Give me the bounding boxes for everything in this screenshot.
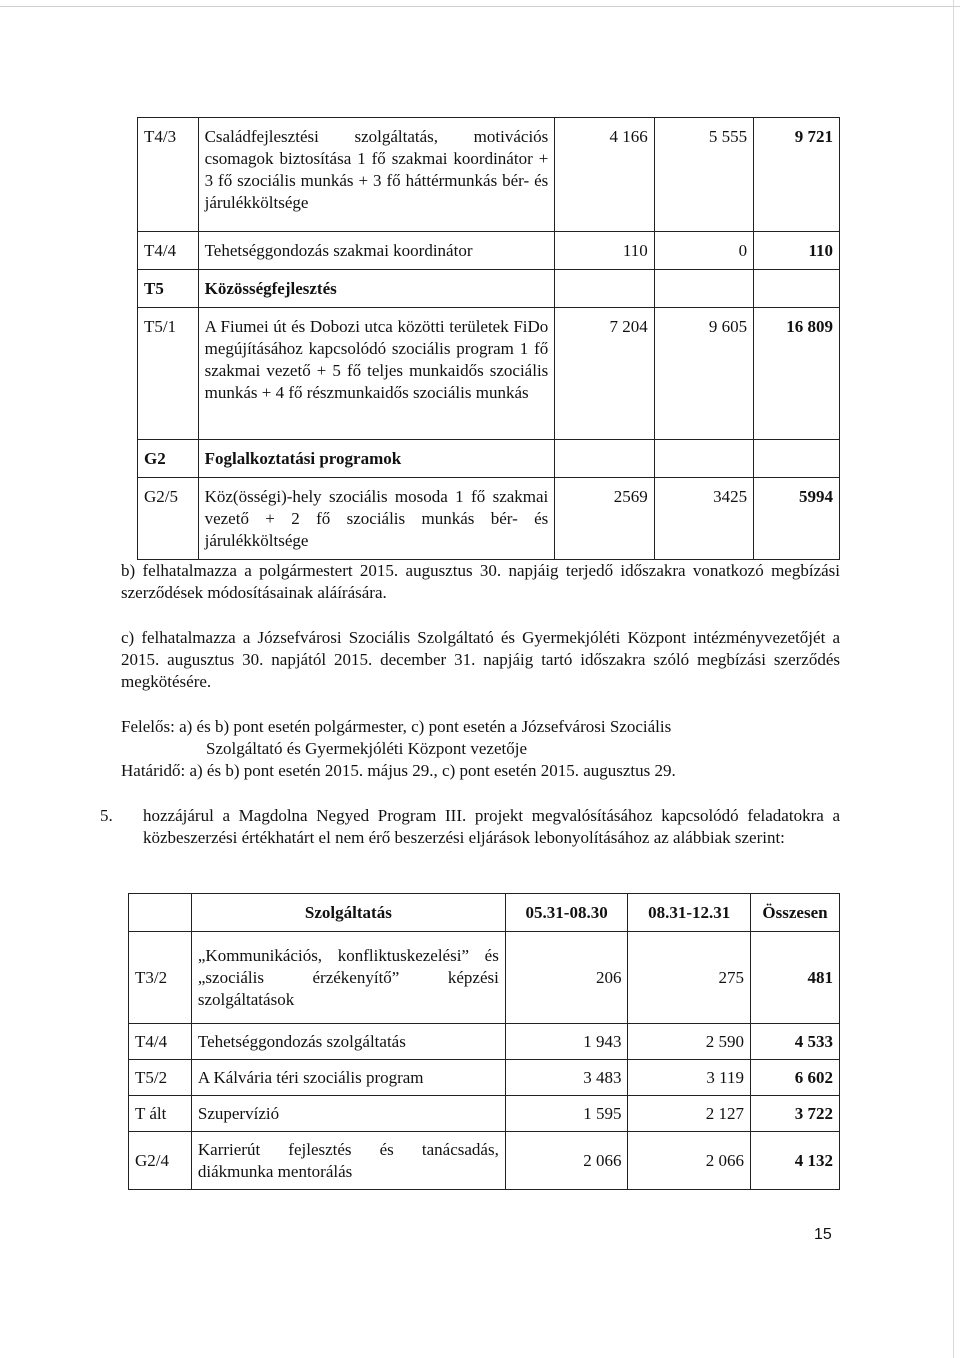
row-value-2: 0	[654, 232, 753, 270]
row-value-1	[555, 440, 654, 478]
row-value-2: 2 127	[628, 1096, 751, 1132]
table-row	[129, 932, 840, 1024]
row-value-1	[555, 270, 654, 308]
row-value-2: 9 605	[654, 308, 753, 440]
header-period-2: 08.31-12.31	[628, 894, 751, 932]
page-number: 15	[814, 1226, 832, 1243]
row-value-1: 1 595	[505, 1096, 628, 1132]
row-code: T ált	[129, 1096, 192, 1132]
row-code: T5	[138, 270, 199, 308]
paragraph-b: b) felhatalmazza a polgármestert 2015. augusztus 30. napjáig terjedő időszakra vonatkozó megbízási szerződések módosításainak aláírására.	[121, 561, 840, 602]
responsible-block	[121, 716, 840, 782]
row-value-2	[654, 440, 753, 478]
row-value-1: 110	[555, 232, 654, 270]
row-value-1: 3 483	[505, 1060, 628, 1096]
row-value-2: 3 119	[628, 1060, 751, 1096]
item-5-number: 5.	[100, 806, 113, 825]
table-row	[138, 440, 840, 478]
row-value-1: 2 066	[505, 1132, 628, 1190]
table-row	[129, 1060, 840, 1096]
row-total: 3 722	[751, 1096, 840, 1132]
row-value-1: 1 943	[505, 1024, 628, 1060]
row-description: Családfejlesztési szolgáltatás, motivációs csomagok biztosítása 1 fő szakmai koordinátor + 3 fő szociális munkás + 3 fő háttérmunkás bér- és járulékköltsége	[198, 118, 555, 232]
row-total: 16 809	[754, 308, 840, 440]
header-total: Összesen	[751, 894, 840, 932]
row-description: „Kommunikációs, konfliktuskezelési” és „szociális érzékenyítő” képzési szolgáltatások	[191, 932, 505, 1024]
deadline-line: Határidő: a) és b) pont esetén 2015. május 29., c) pont esetén 2015. augusztus 29.	[121, 761, 676, 780]
procurement-table	[128, 893, 840, 1190]
row-value-2: 3425	[654, 478, 753, 560]
row-total: 6 602	[751, 1060, 840, 1096]
budget-table	[137, 117, 840, 560]
row-value-2	[654, 270, 753, 308]
row-value-2: 275	[628, 932, 751, 1024]
responsible-line-1: Felelős: a) és b) pont esetén polgármester, c) pont esetén a Józsefvárosi Szociális	[121, 717, 672, 736]
table-row	[138, 270, 840, 308]
row-code: G2/4	[129, 1132, 192, 1190]
row-description: Foglalkoztatási programok	[198, 440, 555, 478]
header-blank	[129, 894, 192, 932]
row-value-1: 4 166	[555, 118, 654, 232]
row-description: Közösségfejlesztés	[198, 270, 555, 308]
row-value-2: 2 590	[628, 1024, 751, 1060]
page-top-edge	[0, 6, 960, 7]
row-total: 481	[751, 932, 840, 1024]
header-period-1: 05.31-08.30	[505, 894, 628, 932]
row-code: T5/2	[129, 1060, 192, 1096]
table-row	[129, 1096, 840, 1132]
row-total	[754, 270, 840, 308]
header-service: Szolgáltatás	[191, 894, 505, 932]
page-right-edge	[953, 0, 954, 1358]
row-code: T4/4	[129, 1024, 192, 1060]
row-total: 4 132	[751, 1132, 840, 1190]
row-value-1: 2569	[555, 478, 654, 560]
table-header-row	[129, 894, 840, 932]
row-description: A Fiumei út és Dobozi utca közötti területek FiDo megújításához kapcsolódó szociális program 1 fő szakmai vezető + 5 fő teljes munkaidős szociális munkás + 4 fő részmunkaidős szociális munkás	[198, 308, 555, 440]
row-description: Tehetséggondozás szolgáltatás	[191, 1024, 505, 1060]
responsible-line-2: Szolgáltató és Gyermekjóléti Központ vezetője	[206, 739, 528, 758]
table-row	[138, 118, 840, 232]
row-code: T4/3	[138, 118, 199, 232]
row-total: 9 721	[754, 118, 840, 232]
row-description: Karrierút fejlesztés és tanácsadás, diákmunka mentorálás	[191, 1132, 505, 1190]
row-code: T4/4	[138, 232, 199, 270]
row-description: Köz(össégi)-hely szociális mosoda 1 fő szakmai vezető + 2 fő szociális munkás bér- és járulékköltsége	[198, 478, 555, 560]
table-row	[138, 478, 840, 560]
row-total: 5994	[754, 478, 840, 560]
row-total: 4 533	[751, 1024, 840, 1060]
table-row	[129, 1024, 840, 1060]
row-code: G2	[138, 440, 199, 478]
table-row	[138, 308, 840, 440]
row-total	[754, 440, 840, 478]
row-code: T5/1	[138, 308, 199, 440]
row-description: A Kálvária téri szociális program	[191, 1060, 505, 1096]
row-value-1: 7 204	[555, 308, 654, 440]
row-value-2: 5 555	[654, 118, 753, 232]
paragraph-c: c) felhatalmazza a Józsefvárosi Szociális Szolgáltató és Gyermekjóléti Központ intézményvezetőjét a 2015. augusztus 30. napjától 2015. december 31. napjáig tartó időszakra szóló megbízási szerződés megkötésére.	[121, 628, 840, 691]
item-5-text: hozzájárul a Magdolna Negyed Program III. projekt megvalósításához kapcsolódó feladatokra a közbeszerzési értékhatárt el nem érő beszerzési eljárások lebonyolításához az alábbiak szerint:	[143, 806, 840, 847]
row-code: T3/2	[129, 932, 192, 1024]
table-row	[129, 1132, 840, 1190]
row-description: Tehetséggondozás szakmai koordinátor	[198, 232, 555, 270]
table-row	[138, 232, 840, 270]
row-description: Szupervízió	[191, 1096, 505, 1132]
row-value-2: 2 066	[628, 1132, 751, 1190]
row-total: 110	[754, 232, 840, 270]
row-code: G2/5	[138, 478, 199, 560]
row-value-1: 206	[505, 932, 628, 1024]
